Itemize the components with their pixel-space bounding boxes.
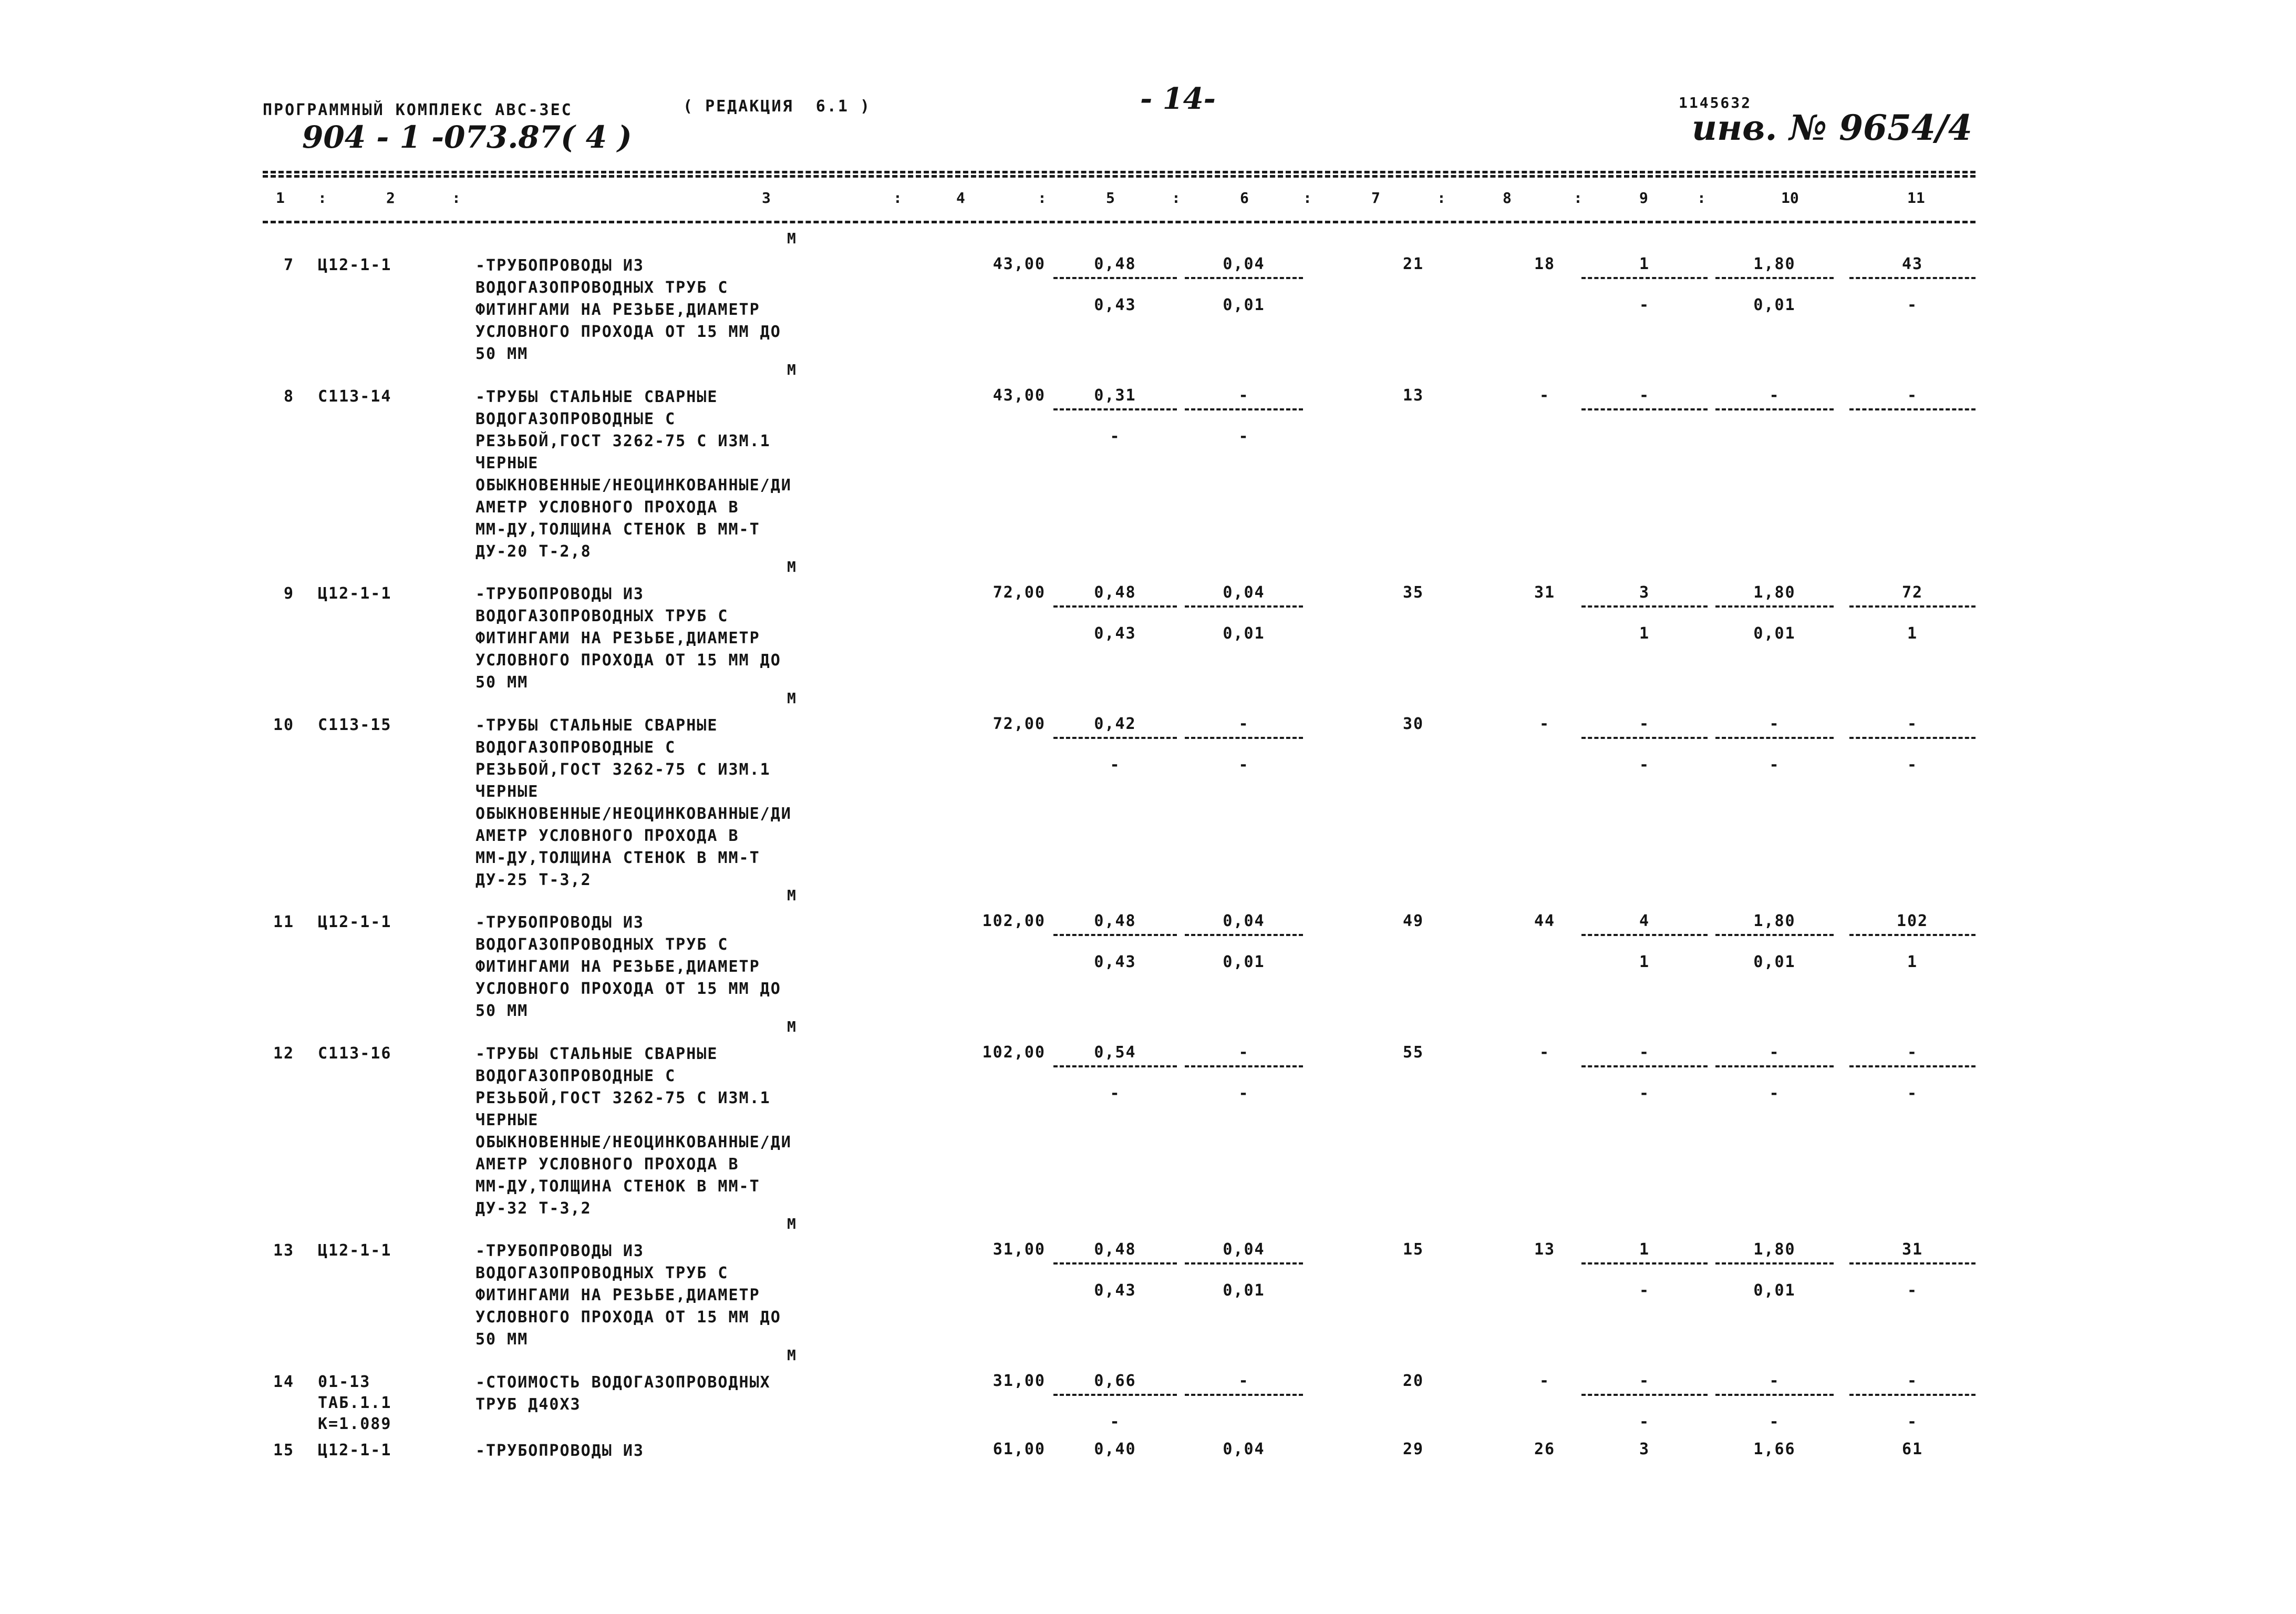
cell-5-top: 0,31 <box>1094 386 1136 405</box>
cell-5-top: 0,66 <box>1094 1372 1136 1390</box>
cell-9-divider <box>1581 1262 1708 1265</box>
description-line: УСЛОВНОГО ПРОХОДА ОТ 15 ММ ДО <box>475 980 781 998</box>
cell-6-bottom: - <box>1238 427 1249 446</box>
row-code <box>318 386 391 407</box>
code-line: К=1.089 <box>318 1415 392 1433</box>
cell-10-divider <box>1715 277 1834 279</box>
description-line: ФИТИНГАМИ НА РЕЗЬБЕ,ДИАМЕТР <box>475 629 760 647</box>
row-number: 9 <box>283 584 294 603</box>
code-line: Ц12-1-1 <box>318 256 392 274</box>
description-line: РЕЗЬБОЙ,ГОСТ 3262-75 С ИЗМ.1 <box>475 1089 771 1107</box>
code-line: С113-14 <box>318 387 392 406</box>
column-number-9: : <box>1172 189 1181 207</box>
cell-9-bottom: - <box>1639 1281 1650 1300</box>
description-line: ДУ-25 Т-3,2 <box>475 871 592 889</box>
cell-5-top: 0,40 <box>1094 1440 1136 1458</box>
cell-5-divider <box>1053 1065 1177 1067</box>
description-line: ФИТИНГАМИ НА РЕЗЬБЕ,ДИАМЕТР <box>475 301 760 319</box>
cell-10-top: - <box>1769 1372 1780 1390</box>
cell-5-bottom: - <box>1110 1084 1121 1103</box>
cell-5-divider <box>1053 408 1177 410</box>
cell-5-divider <box>1053 277 1177 279</box>
header-rule-top-2 <box>263 175 1976 178</box>
row-number: 11 <box>273 913 295 931</box>
cell-6-divider <box>1185 277 1303 279</box>
cell-6-divider <box>1185 737 1303 739</box>
description-line: -СТОИМОСТЬ ВОДОГАЗОПРОВОДНЫХ <box>475 1373 771 1392</box>
unit-label: М <box>787 1018 796 1035</box>
cell-11-divider <box>1849 934 1976 936</box>
column-number-19: 11 <box>1907 189 1925 207</box>
row-number: 15 <box>273 1441 295 1459</box>
row-code <box>318 583 391 604</box>
cell-9-top: - <box>1639 1043 1650 1062</box>
row-description <box>475 1440 644 1462</box>
column-number-14: 8 <box>1503 189 1512 207</box>
cell-5-divider <box>1053 605 1177 608</box>
cell-9-bottom: - <box>1639 296 1650 314</box>
cell-9-divider <box>1581 408 1708 410</box>
cell-9-top: - <box>1639 386 1650 405</box>
cell-8: 18 <box>1534 255 1556 273</box>
cell-9-bottom: - <box>1639 1084 1650 1103</box>
description-line: АМЕТР УСЛОВНОГО ПРОХОДА В <box>475 498 739 517</box>
column-number-7: : <box>1038 189 1047 207</box>
quantity: 31,00 <box>992 1372 1046 1390</box>
cell-6-top: - <box>1238 715 1249 733</box>
cell-8: 13 <box>1534 1240 1556 1259</box>
cell-9-top: 1 <box>1639 255 1650 273</box>
cell-11-divider <box>1849 1394 1976 1396</box>
cell-8: - <box>1539 1372 1550 1390</box>
row-number: 13 <box>273 1241 295 1260</box>
cell-10-top: 1,80 <box>1753 912 1796 930</box>
cell-6-bottom: - <box>1238 1084 1249 1103</box>
description-line: 50 ММ <box>475 1002 529 1020</box>
description-line: УСЛОВНОГО ПРОХОДА ОТ 15 ММ ДО <box>475 651 781 670</box>
row-description <box>475 1043 792 1220</box>
cell-11-bottom: - <box>1907 1413 1918 1431</box>
cell-6-top: 0,04 <box>1223 1240 1265 1259</box>
cell-7: 13 <box>1402 386 1424 405</box>
cell-8: - <box>1539 1043 1550 1062</box>
cell-11-top: 61 <box>1901 1440 1923 1458</box>
program-title: ПРОГРАММНЫЙ КОМПЛЕКС АВС-ЗЕС <box>263 101 573 119</box>
cell-7: 15 <box>1402 1240 1424 1259</box>
cell-5-top: 0,48 <box>1094 1240 1136 1259</box>
cell-5-bottom: 0,43 <box>1094 1281 1136 1300</box>
cell-11-bottom: - <box>1907 756 1918 774</box>
cell-5-divider <box>1053 1394 1177 1396</box>
row-code <box>318 1043 391 1064</box>
cell-11-top: 102 <box>1896 912 1929 930</box>
description-line: ЧЕРНЫЕ <box>475 454 539 472</box>
cell-11-bottom: - <box>1907 1084 1918 1103</box>
cell-10-bottom: - <box>1769 1084 1780 1103</box>
description-line: -ТРУБЫ СТАЛЬНЫЕ СВАРНЫЕ <box>475 1045 718 1063</box>
unit-label: М <box>787 1346 796 1364</box>
cell-10-divider <box>1715 1394 1834 1396</box>
description-line: ММ-ДУ,ТОЛЩИНА СТЕНОК В ММ-Т <box>475 1177 760 1196</box>
cell-5-bottom: 0,43 <box>1094 953 1136 971</box>
cell-11-top: - <box>1907 386 1918 405</box>
cell-5-bottom: - <box>1110 427 1121 446</box>
column-number-18: 10 <box>1781 189 1799 207</box>
code-line: Ц12-1-1 <box>318 584 392 603</box>
cell-6-bottom: - <box>1238 756 1249 774</box>
cell-5-top: 0,48 <box>1094 912 1136 930</box>
row-description <box>475 1240 781 1351</box>
cell-11-top: - <box>1907 715 1918 733</box>
cell-5-bottom: - <box>1110 1413 1121 1431</box>
cell-8: - <box>1539 386 1550 405</box>
description-line: ВОДОГАЗОПРОВОДНЫХ ТРУБ С <box>475 935 729 954</box>
cell-11-divider <box>1849 1262 1976 1265</box>
cell-6-top: 0,04 <box>1223 583 1265 602</box>
column-number-4: 3 <box>762 189 771 207</box>
description-line: -ТРУБЫ СТАЛЬНЫЕ СВАРНЫЕ <box>475 388 718 406</box>
description-line: 50 ММ <box>475 673 529 692</box>
row-description <box>475 1372 771 1416</box>
cell-7: 49 <box>1402 912 1424 930</box>
cell-9-divider <box>1581 934 1708 936</box>
cell-11-divider <box>1849 277 1976 279</box>
description-line: -ТРУБЫ СТАЛЬНЫЕ СВАРНЫЕ <box>475 716 718 735</box>
description-line: ДУ-20 Т-2,8 <box>475 542 592 561</box>
cell-7: 55 <box>1402 1043 1424 1062</box>
column-number-1: : <box>318 189 327 207</box>
description-line: -ТРУБОПРОВОДЫ ИЗ <box>475 585 644 603</box>
cell-5-divider <box>1053 1262 1177 1265</box>
row-description <box>475 912 781 1022</box>
description-line: -ТРУБОПРОВОДЫ ИЗ <box>475 256 644 275</box>
cell-5-top: 0,54 <box>1094 1043 1136 1062</box>
code-line: Ц12-1-1 <box>318 1241 392 1260</box>
cell-10-bottom: 0,01 <box>1753 953 1796 971</box>
cell-8: 44 <box>1534 912 1556 930</box>
project-number: 904 - 1 -073.87( 4 ) <box>302 119 632 155</box>
description-line: ВОДОГАЗОПРОВОДНЫЕ С <box>475 738 676 757</box>
row-code <box>318 912 391 933</box>
header-rule-bottom <box>263 221 1976 223</box>
description-line: ДУ-32 Т-3,2 <box>475 1199 592 1218</box>
cell-11-bottom: 1 <box>1907 624 1918 643</box>
cell-6-bottom: 0,01 <box>1223 296 1265 314</box>
column-number-17: : <box>1697 189 1706 207</box>
unit-label: М <box>787 558 796 575</box>
column-number-6: 4 <box>956 189 965 207</box>
cell-10-top: - <box>1769 1043 1780 1062</box>
description-line: 50 ММ <box>475 345 529 363</box>
cell-11-top: - <box>1907 1043 1918 1062</box>
cell-10-bottom: - <box>1769 756 1780 774</box>
description-line: ВОДОГАЗОПРОВОДНЫЕ С <box>475 1067 676 1085</box>
description-line: ЧЕРНЫЕ <box>475 783 539 801</box>
cell-9-top: 3 <box>1639 1440 1650 1458</box>
cell-10-divider <box>1715 737 1834 739</box>
cell-9-top: 4 <box>1639 912 1650 930</box>
description-line: -ТРУБОПРОВОДЫ ИЗ <box>475 1442 644 1460</box>
quantity: 102,00 <box>982 912 1046 930</box>
quantity: 31,00 <box>992 1240 1046 1259</box>
cell-9-top: 1 <box>1639 1240 1650 1259</box>
row-description <box>475 386 792 563</box>
cell-10-top: - <box>1769 715 1780 733</box>
description-line: ВОДОГАЗОПРОВОДНЫХ ТРУБ С <box>475 1264 729 1282</box>
cell-9-top: - <box>1639 715 1650 733</box>
quantity: 72,00 <box>992 583 1046 602</box>
description-line: ТРУБ Д40Х3 <box>475 1395 581 1414</box>
header-rule-top <box>263 171 1976 173</box>
row-description <box>475 583 781 694</box>
cell-11-bottom: - <box>1907 1281 1918 1300</box>
column-number-13: : <box>1437 189 1446 207</box>
row-number: 10 <box>273 716 295 734</box>
cell-10-divider <box>1715 408 1834 410</box>
cell-10-divider <box>1715 1262 1834 1265</box>
cell-11-divider <box>1849 605 1976 608</box>
cell-10-divider <box>1715 1065 1834 1067</box>
column-number-8: 5 <box>1106 189 1115 207</box>
cell-8: - <box>1539 715 1550 733</box>
cell-6-divider <box>1185 408 1303 410</box>
cell-5-top: 0,42 <box>1094 715 1136 733</box>
description-line: ЧЕРНЫЕ <box>475 1111 539 1129</box>
description-line: ММ-ДУ,ТОЛЩИНА СТЕНОК В ММ-Т <box>475 849 760 867</box>
cell-5-top: 0,48 <box>1094 255 1136 273</box>
page-number: - 14- <box>1140 81 1216 116</box>
quantity: 61,00 <box>992 1440 1046 1458</box>
code-line: С113-15 <box>318 716 392 734</box>
cell-10-divider <box>1715 934 1834 936</box>
description-line: ФИТИНГАМИ НА РЕЗЬБЕ,ДИАМЕТР <box>475 1286 760 1304</box>
cell-10-top: 1,80 <box>1753 1240 1796 1259</box>
description-line: ОБЫКНОВЕННЫЕ/НЕОЦИНКОВАННЫЕ/ДИ <box>475 476 792 495</box>
cell-10-top: - <box>1769 386 1780 405</box>
cell-6-divider <box>1185 605 1303 608</box>
document-code: 1145632 <box>1679 94 1752 111</box>
cell-6-divider <box>1185 1394 1303 1396</box>
cell-9-divider <box>1581 605 1708 608</box>
cell-5-divider <box>1053 737 1177 739</box>
cell-5-divider <box>1053 934 1177 936</box>
quantity: 43,00 <box>992 255 1046 273</box>
cell-5-bottom: - <box>1110 756 1121 774</box>
cell-10-bottom: 0,01 <box>1753 624 1796 643</box>
description-line: ММ-ДУ,ТОЛЩИНА СТЕНОК В ММ-Т <box>475 520 760 539</box>
column-number-5: : <box>893 189 902 207</box>
cell-8: 31 <box>1534 583 1556 602</box>
column-number-2: 2 <box>386 189 395 207</box>
cell-7: 29 <box>1402 1440 1424 1458</box>
cell-6-top: 0,04 <box>1223 1440 1265 1458</box>
description-line: АМЕТР УСЛОВНОГО ПРОХОДА В <box>475 1155 739 1174</box>
code-line: Ц12-1-1 <box>318 913 392 931</box>
row-code <box>318 255 391 276</box>
description-line: АМЕТР УСЛОВНОГО ПРОХОДА В <box>475 827 739 845</box>
cell-5-bottom: 0,43 <box>1094 296 1136 314</box>
cell-5-bottom: 0,43 <box>1094 624 1136 643</box>
code-line: С113-16 <box>318 1044 392 1063</box>
description-line: ОБЫКНОВЕННЫЕ/НЕОЦИНКОВАННЫЕ/ДИ <box>475 805 792 823</box>
row-description <box>475 715 792 891</box>
cell-6-divider <box>1185 1262 1303 1265</box>
cell-11-divider <box>1849 1065 1976 1067</box>
row-number: 7 <box>283 256 294 274</box>
unit-label: М <box>787 887 796 904</box>
inventory-number: инв. № 9654/4 <box>1692 107 1972 148</box>
cell-9-top: - <box>1639 1372 1650 1390</box>
cell-11-divider <box>1849 408 1976 410</box>
description-line: УСЛОВНОГО ПРОХОДА ОТ 15 ММ ДО <box>475 323 781 341</box>
description-line: УСЛОВНОГО ПРОХОДА ОТ 15 ММ ДО <box>475 1308 781 1327</box>
row-description <box>475 255 781 365</box>
cell-11-bottom: - <box>1907 296 1918 314</box>
cell-6-top: - <box>1238 1043 1249 1062</box>
code-line: Ц12-1-1 <box>318 1441 392 1459</box>
description-line: ВОДОГАЗОПРОВОДНЫХ ТРУБ С <box>475 607 729 625</box>
description-line: ВОДОГАЗОПРОВОДНЫЕ С <box>475 410 676 428</box>
description-line: ФИТИНГАМИ НА РЕЗЬБЕ,ДИАМЕТР <box>475 958 760 976</box>
cell-11-bottom: 1 <box>1907 953 1918 971</box>
cell-11-top: - <box>1907 1372 1918 1390</box>
description-line: -ТРУБОПРОВОДЫ ИЗ <box>475 913 644 932</box>
edition-label: ( РЕДАКЦИЯ 6.1 ) <box>683 97 872 116</box>
cell-9-bottom: - <box>1639 1413 1650 1431</box>
column-number-11: : <box>1303 189 1312 207</box>
cell-6-bottom: 0,01 <box>1223 624 1265 643</box>
description-line: -ТРУБОПРОВОДЫ ИЗ <box>475 1242 644 1260</box>
cell-9-top: 3 <box>1639 583 1650 602</box>
row-number: 12 <box>273 1044 295 1063</box>
cell-6-top: - <box>1238 386 1249 405</box>
unit-label: М <box>787 361 796 378</box>
cell-10-divider <box>1715 605 1834 608</box>
description-line: РЕЗЬБОЙ,ГОСТ 3262-75 С ИЗМ.1 <box>475 760 771 779</box>
column-number-0: 1 <box>276 189 285 207</box>
quantity: 102,00 <box>982 1043 1046 1062</box>
cell-6-divider <box>1185 934 1303 936</box>
code-line: 01-13 <box>318 1373 371 1391</box>
row-number: 8 <box>283 387 294 406</box>
cell-9-divider <box>1581 737 1708 739</box>
row-number: 14 <box>273 1373 295 1391</box>
quantity: 43,00 <box>992 386 1046 405</box>
cell-10-top: 1,66 <box>1753 1440 1796 1458</box>
row-code <box>318 715 391 736</box>
cell-10-bottom: - <box>1769 1413 1780 1431</box>
cell-11-top: 43 <box>1901 255 1923 273</box>
description-line: ВОДОГАЗОПРОВОДНЫХ ТРУБ С <box>475 279 729 297</box>
cell-9-divider <box>1581 1065 1708 1067</box>
unit-label: М <box>787 1215 796 1232</box>
cell-9-bottom: - <box>1639 756 1650 774</box>
description-line: РЕЗЬБОЙ,ГОСТ 3262-75 С ИЗМ.1 <box>475 432 771 450</box>
cell-10-top: 1,80 <box>1753 255 1796 273</box>
column-number-3: : <box>452 189 461 207</box>
column-number-10: 6 <box>1240 189 1249 207</box>
cell-7: 20 <box>1402 1372 1424 1390</box>
cell-7: 21 <box>1402 255 1424 273</box>
cell-10-bottom: 0,01 <box>1753 296 1796 314</box>
cell-6-top: - <box>1238 1372 1249 1390</box>
column-number-12: 7 <box>1371 189 1380 207</box>
cell-6-divider <box>1185 1065 1303 1067</box>
cell-9-bottom: 1 <box>1639 953 1650 971</box>
cell-6-top: 0,04 <box>1223 912 1265 930</box>
column-number-15: : <box>1574 189 1583 207</box>
cell-11-divider <box>1849 737 1976 739</box>
row-code <box>318 1440 391 1461</box>
cell-10-top: 1,80 <box>1753 583 1796 602</box>
row-code <box>318 1372 391 1435</box>
quantity: 72,00 <box>992 715 1046 733</box>
cell-6-bottom: 0,01 <box>1223 953 1265 971</box>
cell-7: 35 <box>1402 583 1424 602</box>
unit-label: М <box>787 690 796 707</box>
row-code <box>318 1240 391 1261</box>
cell-9-divider <box>1581 277 1708 279</box>
code-line: ТАБ.1.1 <box>318 1394 392 1412</box>
column-number-16: 9 <box>1639 189 1648 207</box>
cell-10-bottom: 0,01 <box>1753 1281 1796 1300</box>
cell-9-divider <box>1581 1394 1708 1396</box>
cell-6-bottom: 0,01 <box>1223 1281 1265 1300</box>
cell-6-top: 0,04 <box>1223 255 1265 273</box>
cell-11-top: 31 <box>1901 1240 1923 1259</box>
description-line: 50 ММ <box>475 1330 529 1349</box>
cell-8: 26 <box>1534 1440 1556 1458</box>
description-line: ОБЫКНОВЕННЫЕ/НЕОЦИНКОВАННЫЕ/ДИ <box>475 1133 792 1152</box>
cell-5-top: 0,48 <box>1094 583 1136 602</box>
unit-label: М <box>787 230 796 247</box>
cell-9-bottom: 1 <box>1639 624 1650 643</box>
cell-7: 30 <box>1402 715 1424 733</box>
cell-11-top: 72 <box>1901 583 1923 602</box>
